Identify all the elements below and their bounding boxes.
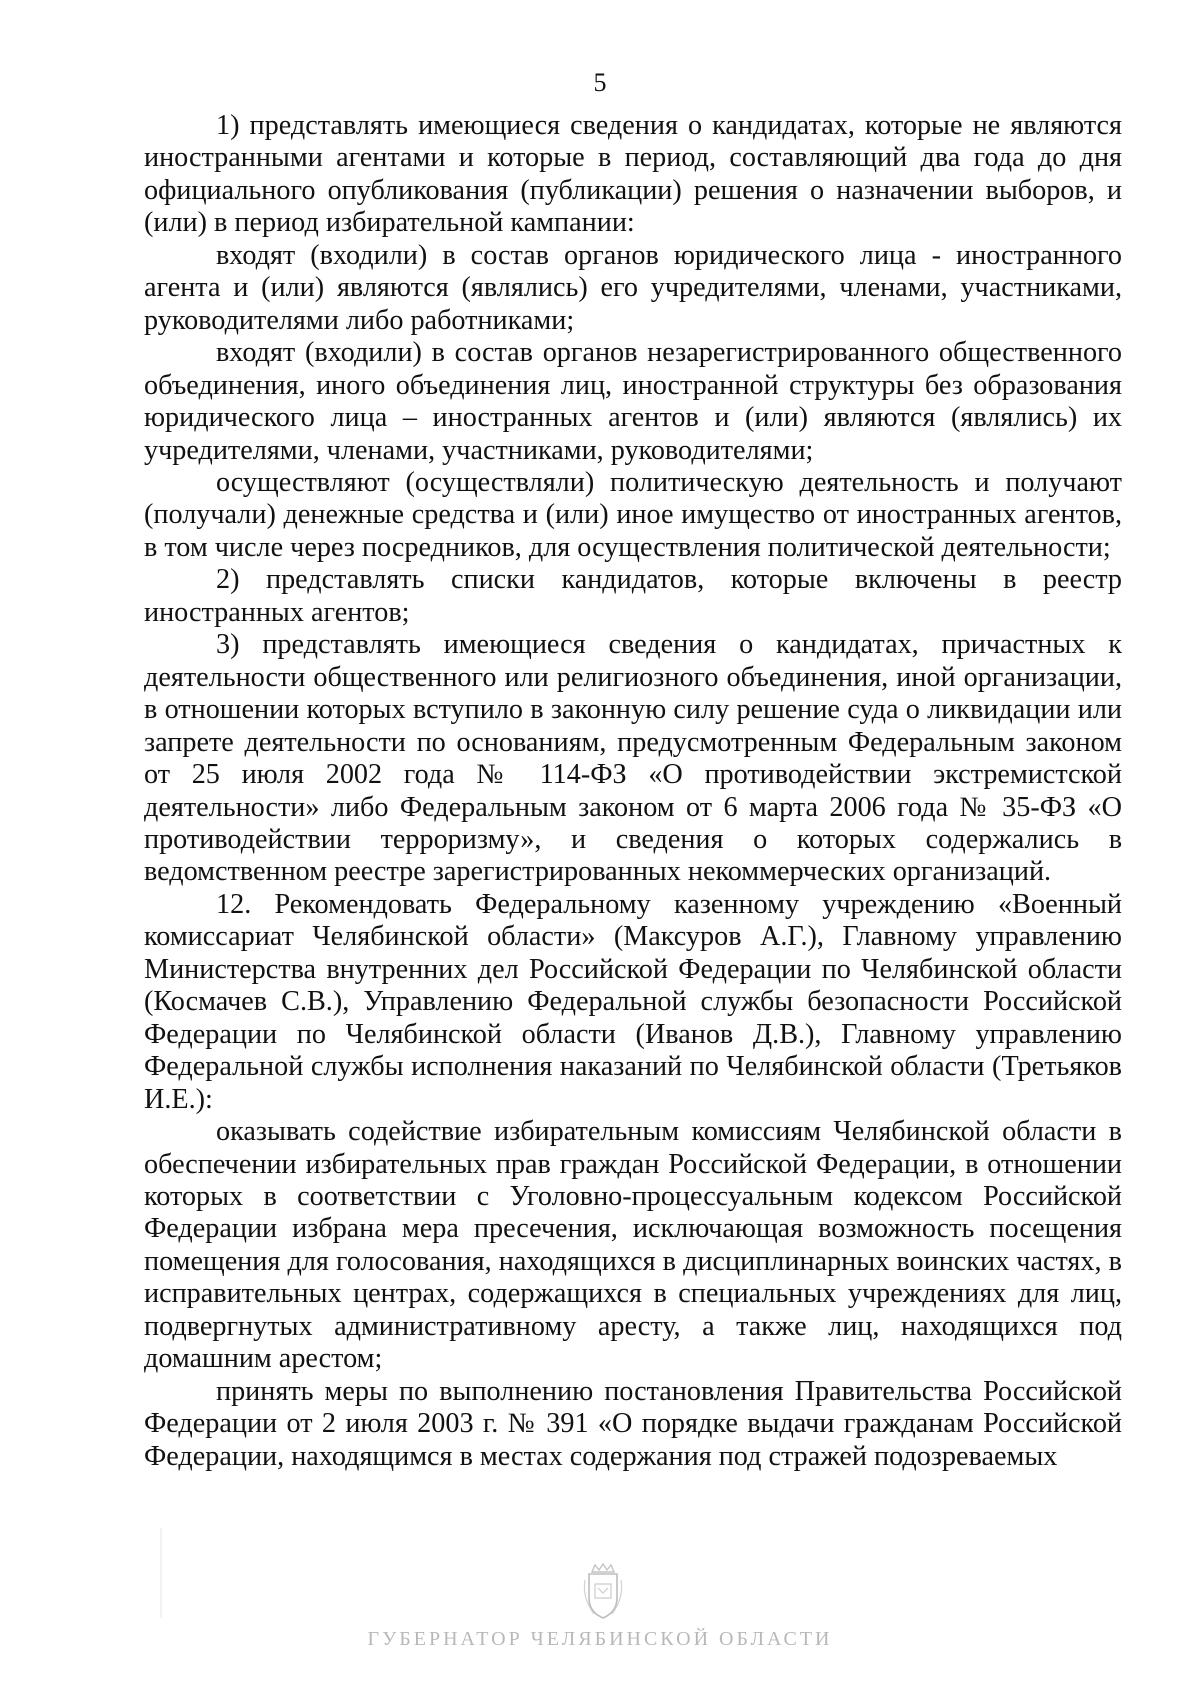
letterhead-footer [0,1562,1200,1698]
paragraph-subitem-1: входят (входили) в состав органов юридического лица - иностранного агента и (или) являются (являлись) его учредителями, членами, участниками, руководителями либо работниками; [144,239,1122,336]
paragraph-subitem-3: осуществляют (осуществляли) политическую деятельность и получают (получали) денежные средства и (или) иное имущество от иностранных агентов, в том числе через посредников, для осуществления политической деятельности; [144,466,1122,563]
paragraph-section-12: 12. Рекомендовать Федеральному казенному учреждению «Военный комиссариат Челябинской области» (Максуров А.Г.), Главному управлению Министерства внутренних дел Российской Федерации по Челябинской области (Космачев С.В.), Управлению Федеральной службы безопасности Российской Федерации по Челябинской области (Иванов Д.В.), Главному управлению Федеральной службы исполнения наказаний по Челябинской области (Третьяков И.Е.): [144,888,1122,1115]
paragraph-government-decree: принять меры по выполнению постановления Правительства Российской Федерации от 2 июля 2003 г. № 391 «О порядке выдачи гражданам Российской Федерации, находящимся в местах содержания под стражей подозреваемых [144,1375,1122,1472]
paragraph-item-3: 3) представлять имеющиеся сведения о кандидатах, причастных к деятельности общественного или религиозного объединения, иной организации, в отношении которых вступило в законную силу решение суда о ликвидации или запрете деятельности по основаниям, предусмотренным Федеральным законом от 25 июля 2002 года № 114-ФЗ «О противодействии экстремистской деятельности» либо Федеральным законом от 6 марта 2006 года № 35-ФЗ «О противодействии терроризму», и сведения о которых содержались в ведомственном реестре зарегистрированных некоммерческих организаций. [144,629,1122,888]
paragraph-assist-commissions: оказывать содействие избирательным комиссиям Челябинской области в обеспечении избирательных прав граждан Российской Федерации, в отношении которых в соответствии с Уголовно-процессуальным кодексом Российской Федерации избрана мера пресечения, исключающая возможность посещения помещения для голосования, находящихся в дисциплинарных воинских частях, в исправительных центрах, содержащихся в специальных учреждениях для лиц, подвергнутых административному аресту, а также лиц, находящихся под домашним арестом; [144,1116,1122,1375]
regional-coat-of-arms-icon [580,1562,626,1622]
paragraph-subitem-2: входят (входили) в состав органов незарегистрированного общественного объединения, иного объединения лиц, иностранной структуры без образования юридического лица – иностранных агентов и (или) являются (являлись) их учредителями, членами, участниками, руководителями; [144,337,1122,466]
governor-letterhead-text: ГУБЕРНАТОР ЧЕЛЯБИНСКОЙ ОБЛАСТИ [367,1628,833,1650]
page-number: 5 [593,68,607,97]
paragraph-item-1: 1) представлять имеющиеся сведения о кандидатах, которые не являются иностранными агентами и которые в период, составляющий два года до дня официального опубликования (публикации) решения о назначении выборов, и (или) в период избирательной кампании: [144,110,1122,239]
document-body [144,110,1122,1473]
paragraph-item-2: 2) представлять списки кандидатов, которые включены в реестр иностранных агентов; [144,564,1122,628]
